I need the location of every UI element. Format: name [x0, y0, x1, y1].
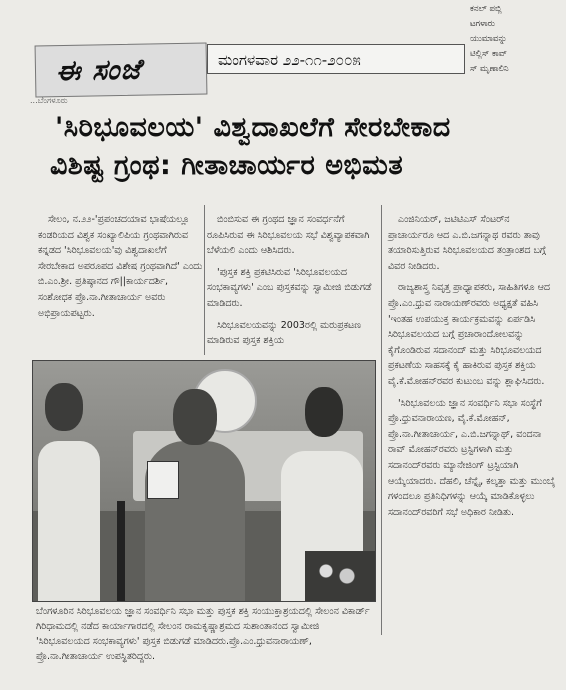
caption-text: ಬೆಂಗಳೂರಿನ ಸಿರಿಭೂವಲಯ ಜ್ಞಾನ ಸಂವರ್ಧಿನಿ ಸಭಾ ಮತ್ತು ಪುಸ್ತಕ ಶಕ್ತಿ ಸಂಯುಕ್ತಾಶ್ರಯದಲ್ಲಿ ಸೇಲಂನ ವಿಕಾರ್ಡ್ ಗಿರಿಧಾಮದಲ್ಲಿ ನಡೆದ ಕಾರ್ಯಾಗಾರದಲ್ಲಿ ಸೇಲಂನ ರಾಮಕೃಷ್ಣಾಶ್ರಮದ ಸುಶಾಂತಾನಂದ ಸ್ವಾಮೀಜಿ 'ಸಿರಿಭೂವಲಯದ ಸಂಭಕಾವ್ಯಗಳು' ಪುಸ್ತಕ ಬಿಡುಗಡೆ ಮಾಡಿದರು.ಪ್ರೊ.ಎಂ.ಧ್ರುವನಾರಾಯಣ್, ಪ್ರೊ.ನಾ.ಗೀತಾಚಾರ್ಯ ಉಪಸ್ಥಿತರಿದ್ದರು. — [36, 606, 370, 662]
adjacent-column-snippet — [470, 2, 566, 92]
paragraph: 'ಸಿರಿಭೂವಲಯ ಜ್ಞಾನ ಸಂವರ್ಧಿನಿ ಸಭಾ ಸಂಸ್ಥೆಗೆ ಪ್ರೊ.ಧ್ರುವನಾರಾಯಣ, ವೈ.ಕೆ.ಮೋಹನ್, ಪ್ರೊ.ನಾ.ಗೀತಾಚಾರ್ಯ, ಎ.ಬಿ.ಜಗನ್ನಾಥ್, ವಂದನಾ ರಾವ್ ಮೋಹನ್‌ರವರು ಟ್ರಸ್ಟಿಗಳಾಗಿ ಮತ್ತು ಸದಾನಂದ್‌ರವರು ಮ್ಯಾನೇಜಿಂಗ್ ಟ್ರಸ್ಟಿಯಾಗಿ ಆಯ್ಕೆಯಾದರು. ದೆಹಲಿ, ಚೆನ್ನೈ, ಕಲ್ಕತ್ತಾ ಮತ್ತು ಮುಂಬೈ ಗಳಂದಲೂ ಪ್ರತಿನಿಧಿಗಳನ್ನು ಆಯ್ಕೆ ಮಾಡಿಕೊಳ್ಳಲು ಸದಾನಂದ್‌ರವರಿಗೆ ಸಭೆ ಅಧಿಕಾರ ನೀಡಿತು. — [388, 397, 556, 518]
newspaper-logo — [35, 43, 208, 98]
headline-line-1: 'ಸಿರಿಭೂವಲಯ' ವಿಶ್ವದಾಖಲೆಗೆ ಸೇರಬೇಕಾದ — [55, 112, 451, 143]
article-column-2 — [207, 212, 377, 355]
snippet-line: ಸ್ ಮೃಣಾಲಿನಿ — [470, 64, 509, 74]
event-photo — [32, 360, 376, 602]
masthead-note: ...ಬೆಂಗಳೂರು — [30, 96, 68, 105]
dateline: ಮಂಗಳವಾರ ೨೨-೧೧-೨೦೦೫ — [207, 44, 465, 74]
photo-caption — [36, 604, 376, 664]
paragraph: ಸೇಲಂ, ನ.೨೨-'ಪ್ರಪಂಚದಯಾವ ಭಾಷೆಯಲ್ಲೂ ಕಂಡರಿಯದ ವಿಶ್ವಕ ಸಂಖ್ಯಾಲಿಪಿಯ ಗ್ರಂಥವಾಗಿರುವ ಕನ್ನಡದ 'ಸಿರಿಭೂವಲಯ'ವು ವಿಶ್ವದಾಖಲೆಗೆ ಸೇರಬೇಕಾದ ಅಪರೂಪದ ವಿಶೇಷ ಗ್ರಂಥವಾಗಿದೆ' ಎಂದು ಬಿ.ಎಂ.ಶ್ರೀ. ಪ್ರತಿಷ್ಠಾನದ ಗೌ||ಕಾರ್ಯದರ್ಶಿ, ಸಂಶೋಧಕ ಪ್ರೊ.ನಾ.ಗೀತಾಚಾರ್ಯ ಅವರು ಅಭಿಪ್ರಾಯಪಟ್ಟರು. — [38, 214, 203, 319]
person-right-head — [305, 387, 343, 437]
paragraph: ಸಿರಿಭೂವಲಯವನ್ನು 2003ರಲ್ಲಿ ಮರುಪ್ರಕಟಣ ಮಾಡಿರುವ ಪುಸ್ತಕ ಶಕ್ತಿಯ — [207, 319, 361, 347]
column-divider — [381, 205, 382, 635]
paragraph: ಬಿಂಬಿಸುವ ಈ ಗ್ರಂಥದ ಜ್ಞಾನ ಸಂವರ್ಧನೆಗೆ ರೂಪಿಸಿರುವ ಈ ಸಿರಿಭೂವಲಯ ಸಭೆ ವಿಶ್ವವ್ಯಾಪಕವಾಗಿ ಬೆಳೆಯಲಿ ಎಂದು ಆಶಿಸಿದರು. — [207, 214, 370, 257]
released-book — [147, 461, 179, 499]
headline-line-2: ವಿಶಿಷ್ಟ ಗ್ರಂಥ: ಗೀತಾಚಾರ್ಯರ ಅಭಿಮತ — [50, 150, 404, 181]
paragraph: 'ಪುಸ್ತಕ ಶಕ್ತಿ ಪ್ರಕಟಿಸಿರುವ 'ಸಿರಿಭೂವಲಯದ ಸಂಭಕಾವ್ಯಗಳು' ಎಂಬ ಪುಸ್ತಕವನ್ನು ಸ್ವಾಮೀಜಿ ಬಿಡುಗಡೆ ಮಾಡಿದರು. — [207, 266, 372, 309]
microphone-stand — [117, 501, 125, 601]
paragraph: ಎಂಜಿನಿಯರ್, ಜಟಿಟಿಎಸ್ ಸೆಂಟರ್‌ನ ಪ್ರಾಚಾರ್ಯರೂ ಆದ ಎ.ಬಿ.ಜಗನ್ನಾಥ ರವರು ತಾವು ತಯಾರಿಸುತ್ತಿರುವ ಸಿರಿಭೂವಲಯದ ತಂತ್ರಾಂಶದ ಬಗ್ಗೆ ವಿವರ ನೀಡಿದರು. — [388, 214, 546, 272]
paragraph: ರಾಜ್ಯಶಾಸ್ತ್ರ ನಿವೃತ್ತ ಪ್ರಾಧ್ಯಾಪಕರು, ಸಾಹಿತಿಗಳೂ ಆದ ಪ್ರೊ.ಎಂ.ಧ್ರುವ ನಾರಾಯಣ್‌ರವರು ಅಧ್ಯಕ್ಷತೆ ವಹಿಸಿ 'ಇಂತಹ ಉಪಯುಕ್ತ ಕಾರ್ಯಕ್ರಮವನ್ನು ಏರ್ಪಡಿಸಿ ಸಿರಿಭೂವಲಯದ ಬಗ್ಗೆ ಪ್ರಚಾರಾಂದೋಲವನ್ನು ಕೈಗೊಂಡಿರುವ ಸದಾನಂದ್ ಮತ್ತು ಸಿರಿಭೂವಲಯದ ಪ್ರಕಟಣೆಯ ಸಾಹಸಕ್ಕೆ ಕೈ ಹಾಕಿರುವ ಪುಸ್ತಕ ಶಕ್ತಿಯ ವೈ.ಕೆ.ಮೋಹನ್‌ರವರ ಕುಟುಂಬ ವನ್ನು ಶ್ಲಾಘಿಸಿದರು. — [388, 282, 551, 387]
person-left-head — [45, 383, 83, 431]
snippet-line: ಯುಮಾವನ್ನು — [470, 34, 507, 44]
logo-text: ಈ ಸಂಜೆ — [55, 52, 142, 88]
person-center-head — [173, 389, 217, 445]
snippet-line: ಟಗಳಾರು — [470, 19, 495, 29]
snippet-line: ಕನಲ್ ಪಬ್ಲಿ — [470, 4, 502, 14]
snippet-line: ಟಿಲ್ಲಿಸ್ ಕಾವ್ — [470, 49, 507, 59]
person-left — [38, 441, 100, 601]
flower-bouquet — [305, 551, 375, 601]
column-divider — [204, 205, 205, 355]
article-column-3 — [388, 212, 556, 526]
article-column-1 — [38, 212, 203, 327]
